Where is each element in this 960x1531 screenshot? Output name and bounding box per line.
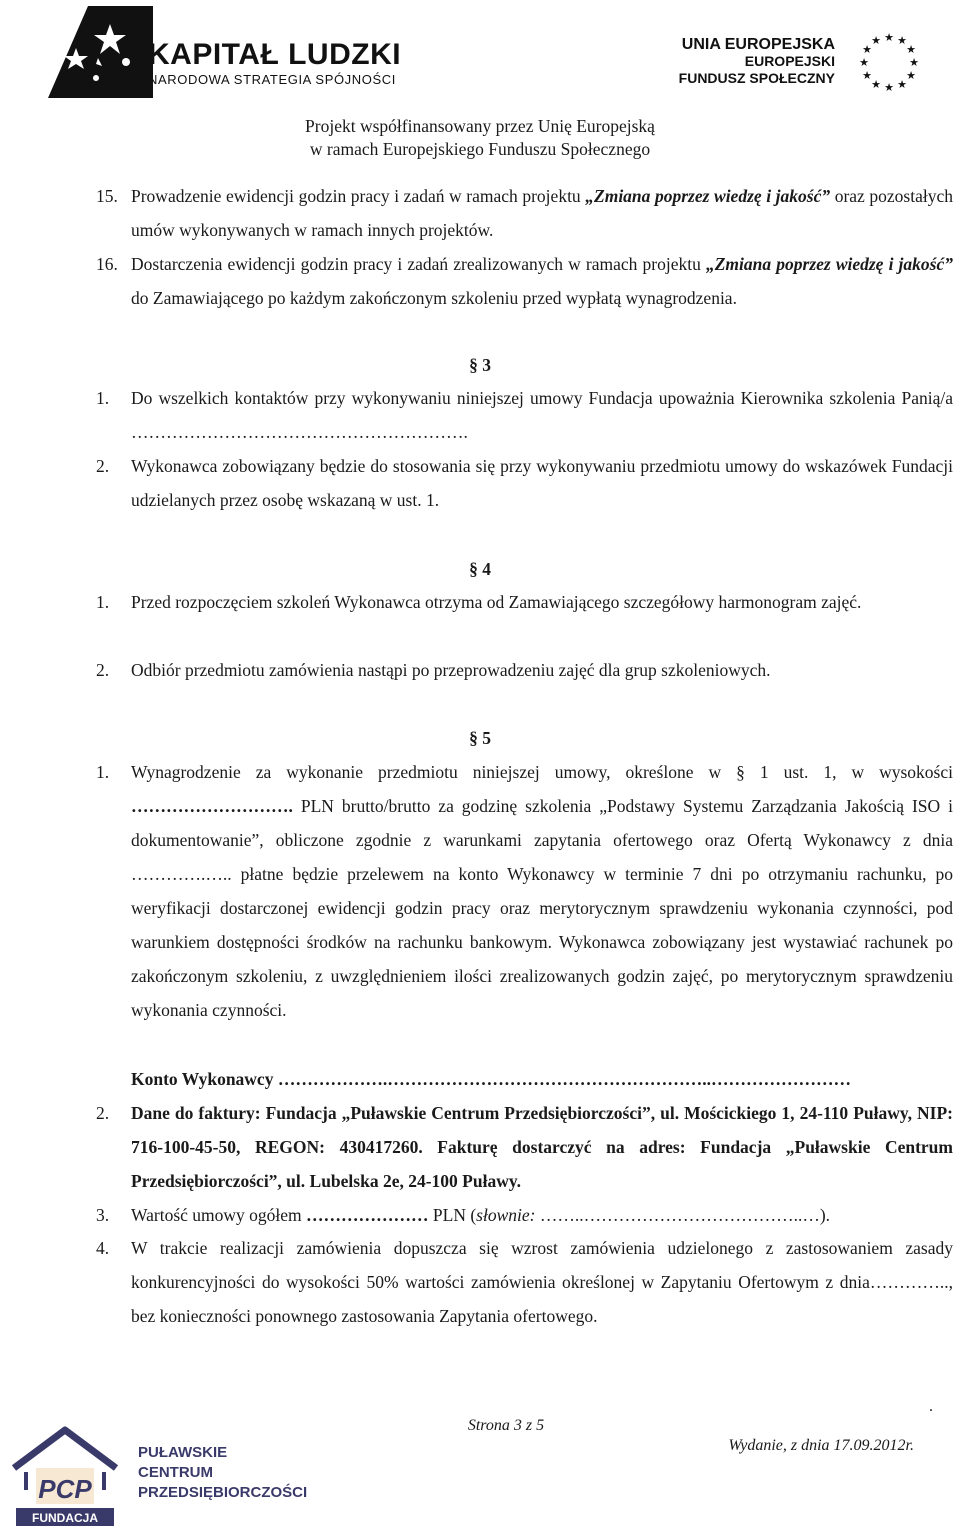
item-number: 15.: [96, 186, 118, 206]
eu-stars-flag-icon: [848, 24, 930, 106]
section-5-heading: § 5: [469, 728, 491, 748]
cofinanced-line-1: Projekt współfinansowany przez Unię Europejską: [305, 116, 655, 136]
section-4-heading: § 4: [469, 559, 491, 579]
eu-fund-text: [679, 36, 835, 87]
item-15-text: Prowadzenie ewidencji godzin pracy i zadań w ramach projektu „Zmiana poprzez wiedzę i jakość” oraz pozostałych umów wykonywanych w ramach innych projektów.: [131, 186, 953, 240]
pcp-foundation-name: PUŁAWSKIE CENTRUM PRZEDSIĘBIORCZOŚCI: [138, 1444, 308, 1501]
contract-total-value: Wartość umowy ogółem ………………… PLN (słownie: ……..………………………………..…).: [131, 1205, 831, 1225]
svg-text:★: ★: [909, 56, 919, 69]
item-number: 1.: [96, 762, 110, 782]
svg-text:★: ★: [871, 78, 881, 91]
item-number: 1.: [96, 388, 110, 408]
svg-text:★: ★: [897, 34, 907, 47]
page-number: Strona 3 z 5: [467, 1417, 545, 1434]
item-number: 16.: [96, 254, 118, 274]
edition-date: Wydanie, z dnia 17.09.2012r.: [728, 1437, 914, 1454]
amount-placeholder: ……………………….: [131, 796, 293, 816]
svg-text:★: ★: [897, 78, 907, 91]
kapital-ludzki-title: KAPITAŁ LUDZKI: [148, 38, 402, 71]
svg-text:★: ★: [859, 56, 869, 69]
svg-text:★: ★: [862, 43, 872, 56]
eu-line-3: FUNDUSZ SPOŁECZNY: [678, 70, 835, 86]
contractor-account: Konto Wykonawcy ……………….………………………………………………..……………………: [131, 1069, 851, 1089]
pcp-foundation-logo: [6, 1424, 124, 1528]
eu-line-2: EUROPEJSKI: [744, 53, 835, 69]
s5-item-1-text: Wynagrodzenie za wykonanie przedmiotu niniejszej umowy, określone w § 1 ust. 1, w wysokości ………………………. PLN brutto/brutto za godzinę szkolenia „Podstawy Systemu Zarządzania Jakością ISO i dokumentowanie”, obliczone zgodnie z warunkami zapytania ofertowego oraz Ofertą Wykonawcy z dnia ………….….. płatne będzie przelewem na konto Wykonawcy w terminie 7 dni po otrzymaniu rachunku, po weryfikacji dostarczonej ewidencji godzin pracy oraz merytorycznym sprawdzeniu wykonania czynności, pod warunkiem dostępności środków na rachunku bankowym. Wykonawca zobowiązany jest wystawiać rachunek po zakończonym szkoleniu, z uwzględnieniem ilości zrealizowanych godzin zajęć, po merytorycznym sprawdzeniu wykonania czynności.: [131, 762, 953, 1020]
svg-text:★: ★: [906, 43, 916, 56]
project-name: „Zmiana poprzez wiedzę i jakość”: [585, 186, 831, 206]
item-number: 3.: [96, 1205, 110, 1225]
invoice-details: Dane do faktury: Fundacja „Puławskie Centrum Przedsiębiorczości”, ul. Mościckiego 1, 24-110 Puławy, NIP: 716-100-45-50, REGON: 430417260. Fakturę dostarczyć na adres: Fundacja „Puławskie Centrum Przedsiębiorczości”, ul. Lubelska 2e, 24-100 Puławy.: [131, 1103, 953, 1191]
svg-text:PCP: PCP: [38, 1474, 92, 1504]
item-16-text: Dostarczenia ewidencji godzin pracy i zadań zrealizowanych w ramach projektu „Zmiana poprzez wiedzę i jakość” do Zamawiającego po każdym zakończonym szkoleniu przed wypłatą wynagrodzenia.: [131, 254, 953, 308]
project-name: „Zmiana poprzez wiedzę i jakość”: [705, 254, 953, 274]
svg-text:FUNDACJA: FUNDACJA: [32, 1511, 98, 1525]
kapital-ludzki-subtitle: NARODOWA STRATEGIA SPÓJNOŚCI: [148, 72, 396, 87]
eu-line-1: UNIA EUROPEJSKA: [681, 36, 835, 53]
svg-text:★: ★: [871, 34, 881, 47]
section-3-heading: § 3: [469, 355, 491, 375]
cofinanced-line-2: w ramach Europejskiego Funduszu Społecznego: [309, 139, 651, 159]
svg-text:★: ★: [862, 69, 872, 82]
item-number: 1.: [96, 592, 110, 612]
s4-item-1-text: Przed rozpoczęciem szkoleń Wykonawca otrzyma od Zamawiającego szczegółowy harmonogram zajęć.: [131, 592, 862, 612]
corner-dot: .: [929, 1398, 933, 1415]
item-number: 2.: [96, 660, 110, 680]
item-number: 2.: [96, 456, 110, 476]
s3-item-2-text: Wykonawca zobowiązany będzie do stosowania się przy wykonywaniu przedmiotu umowy do wskazówek Fundacji udzielanych przez osobę wskazaną w ust. 1.: [131, 456, 953, 510]
s3-item-1-text: Do wszelkich kontaktów przy wykonywaniu niniejszej umowy Fundacja upoważnia Kierownika szkolenia Panią/a ………………………………………………….: [131, 388, 953, 442]
s5-item-4-text: W trakcie realizacji zamówienia dopuszcza się wzrost zamówienia udzielonego z zastosowaniem zasady konkurencyjności do wysokości 50% wartości zamówienia określonej w Zapytaniu Ofertowym z dnia………….., bez konieczności ponownego zastosowania Zapytania ofertowego.: [131, 1238, 953, 1326]
item-number: 2.: [96, 1103, 110, 1123]
svg-text:★: ★: [884, 81, 894, 94]
s4-item-2-text: Odbiór przedmiotu zamówienia nastąpi po przeprowadzeniu zajęć dla grup szkoleniowych.: [131, 660, 771, 680]
kapital-ludzki-star-logo: [48, 6, 153, 98]
svg-text:★: ★: [906, 69, 916, 82]
item-number: 4.: [96, 1238, 110, 1258]
svg-text:★: ★: [884, 31, 894, 44]
